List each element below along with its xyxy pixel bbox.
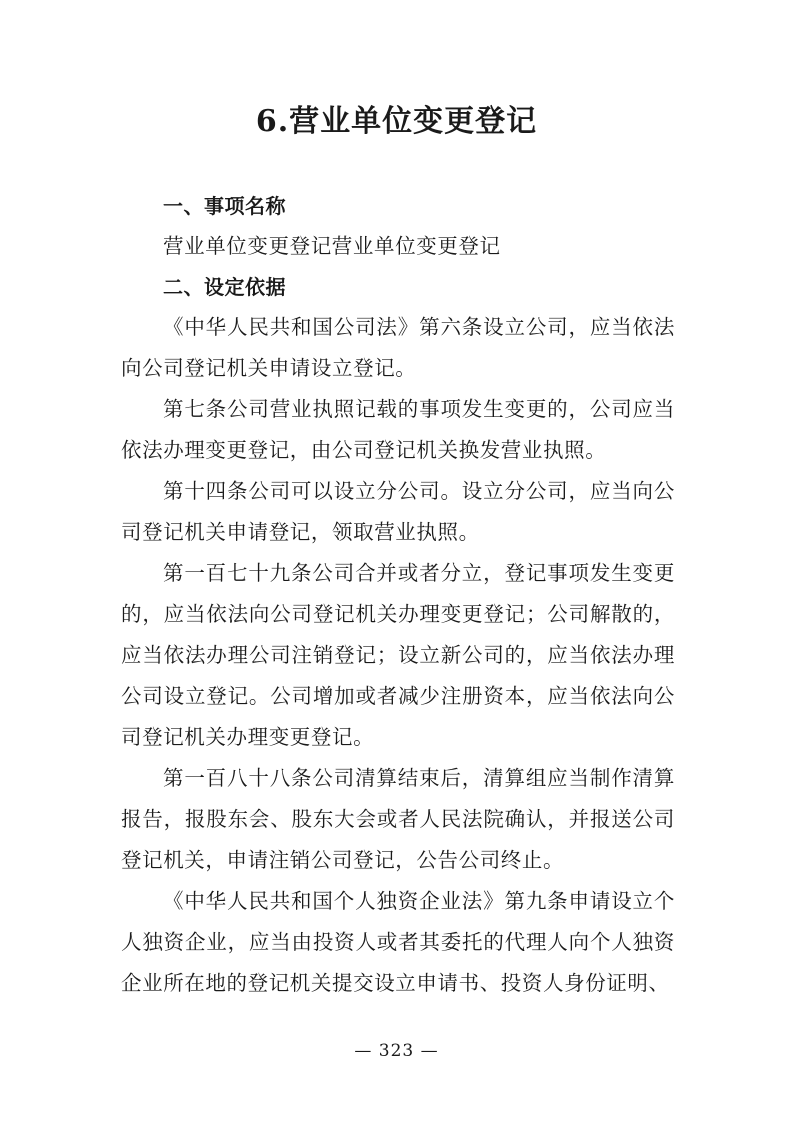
legal-basis-paragraph: 《中华人民共和国个人独资企业法》第九条申请设立个人独资企业，应当由投资人或者其委托的代理人向个人独资企业所在地的登记机关提交设立申请书、投资人身份证明、	[121, 889, 675, 995]
page-title: 6.营业单位变更登记	[255, 104, 538, 139]
section-heading-item-name: 一、事项名称	[163, 194, 286, 218]
page-number: — 323 —	[354, 1041, 439, 1061]
legal-basis-paragraph: 第七条公司营业执照记载的事项发生变更的，公司应当依法办理变更登记，由公司登记机关换发营业执照。	[121, 397, 675, 462]
section-heading-legal-basis: 二、设定依据	[163, 275, 286, 299]
legal-basis-paragraph: 第一百八十八条公司清算结束后，清算组应当制作清算报告，报股东会、股东大会或者人民法院确认，并报送公司登记机关，申请注销公司登记，公告公司终止。	[121, 766, 675, 872]
document-body	[121, 186, 675, 1004]
legal-basis-paragraph: 第一百七十九条公司合并或者分立，登记事项发生变更的，应当依法向公司登记机关办理变更登记；公司解散的，应当依法办理公司注销登记；设立新公司的，应当依法办理公司设立登记。公司增加或者减少注册资本，应当依法向公司登记机关办理变更登记。	[121, 561, 675, 749]
item-name-text: 营业单位变更登记营业单位变更登记	[163, 234, 501, 258]
legal-basis-paragraph: 《中华人民共和国公司法》第六条设立公司，应当依法向公司登记机关申请设立登记。	[121, 315, 675, 380]
legal-basis-paragraph: 第十四条公司可以设立分公司。设立分公司，应当向公司登记机关申请登记，领取营业执照。	[121, 479, 675, 544]
